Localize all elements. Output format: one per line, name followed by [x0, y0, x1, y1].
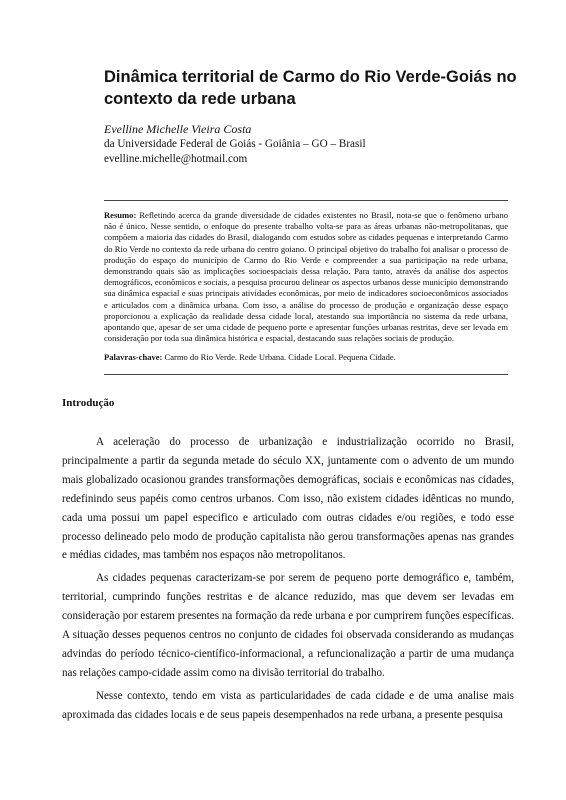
keywords-label: Palavras-chave:	[104, 352, 163, 362]
author-block	[104, 122, 524, 167]
abstract	[104, 210, 508, 344]
body-paragraph: Nesse contexto, tendo em vista as particularidades de cada cidade e de uma analise mais aproximada das cidades locais e de seus papeis desempenhados na rede urbana, a presente pesquisa	[62, 689, 514, 721]
abstract-label: Resumo:	[104, 210, 137, 220]
abstract-top-rule	[104, 200, 508, 201]
keywords	[104, 352, 508, 363]
body-text	[62, 433, 514, 729]
author-name: Evelline Michelle Vieira Costa	[104, 122, 252, 136]
body-paragraph: A aceleração do processo de urbanização e industrialização ocorrido no Brasil, principalmente a partir da segunda metade do século XX, juntamente com o advento de um mundo mais globalizado ocasionou grandes transformações demográficas, sociais e econômicas nas cidades, redefinindo seus papéis como centros urbanos. Com isso, não existem cidades idênticas no mundo, cada uma possui um papel especifico e articulado com outras cidades e/ou regiões, e todo esse processo delineado pelo modo de produção capitalista não gerou transformações apenas nas grandes e médias cidades, mas também nos espaços não metropolitanos.	[62, 436, 514, 562]
paper-title: Dinâmica territorial de Carmo do Rio Verde-Goiás no contexto da rede urbana	[104, 68, 517, 108]
author-affiliation: da Universidade Federal de Goiás - Goiânia – GO – Brasil	[104, 138, 366, 150]
keywords-text: Carmo do Rio Verde. Rede Urbana. Cidade Local. Pequena Cidade.	[164, 352, 396, 362]
body-paragraph: As cidades pequenas caracterizam-se por serem de pequeno porte demográfico e, também, territorial, cumprindo funções restritas e de alcance reduzido, mas que devem ser levadas em consideração por estarem presentes na formação da rede urbana e por cumprirem funções específicas. A situação desses pequenos centros no conjunto de cidades foi observada considerando as mudanças advindas do período técnico-científico-informacional, a refuncionalização a partir de uma mudança nas relações campo-cidade assim como na divisão territorial do trabalho.	[62, 572, 514, 679]
abstract-text: Refletindo acerca da grande diversidade de cidades existentes no Brasil, nota-se que o fenômeno urbano não é único. Nesse sentido, o enfoque do presente trabalho volta-se para as áreas urbanas não-metropolitanas, que compõem a maioria das cidades do Brasil, dialogando com estudos sobre as cidades pequenas e interpretando Carmo do Rio Verde no contexto da rede urbana do centro goiano. O principal objetivo do trabalho foi analisar o processo de produção do espaço do município de Carmo do Rio Verde e compreender a sua participação na rede urbana, demonstrando quais são as implicações socioespaciais dessa relação. Para tanto, através da análise dos aspectos demográficos, econômicos e sociais, a pesquisa procurou delinear os aspectos urbanos desse município demonstrando sua dinâmica espacial e suas principais atividades econômicas, por meio de indicadores socioeconômicos associados e articulados com a dinâmica urbana. Com isso, a análise do processo de produção e organização desse espaço proporcionou a explicação da realidade dessa cidade local, atestando sua importância no sistema da rede urbana, apontando que, apesar de ser uma cidade de pequeno porte e apresentar funções urbanas restritas, deve ser levada em consideração por toda sua dinâmica histórica e espacial, destacando suas relações sociais de produção.	[104, 210, 508, 344]
section-heading: Introdução	[62, 397, 115, 409]
abstract-bottom-rule	[104, 374, 508, 375]
author-email: evelline.michelle@hotmail.com	[104, 153, 248, 165]
